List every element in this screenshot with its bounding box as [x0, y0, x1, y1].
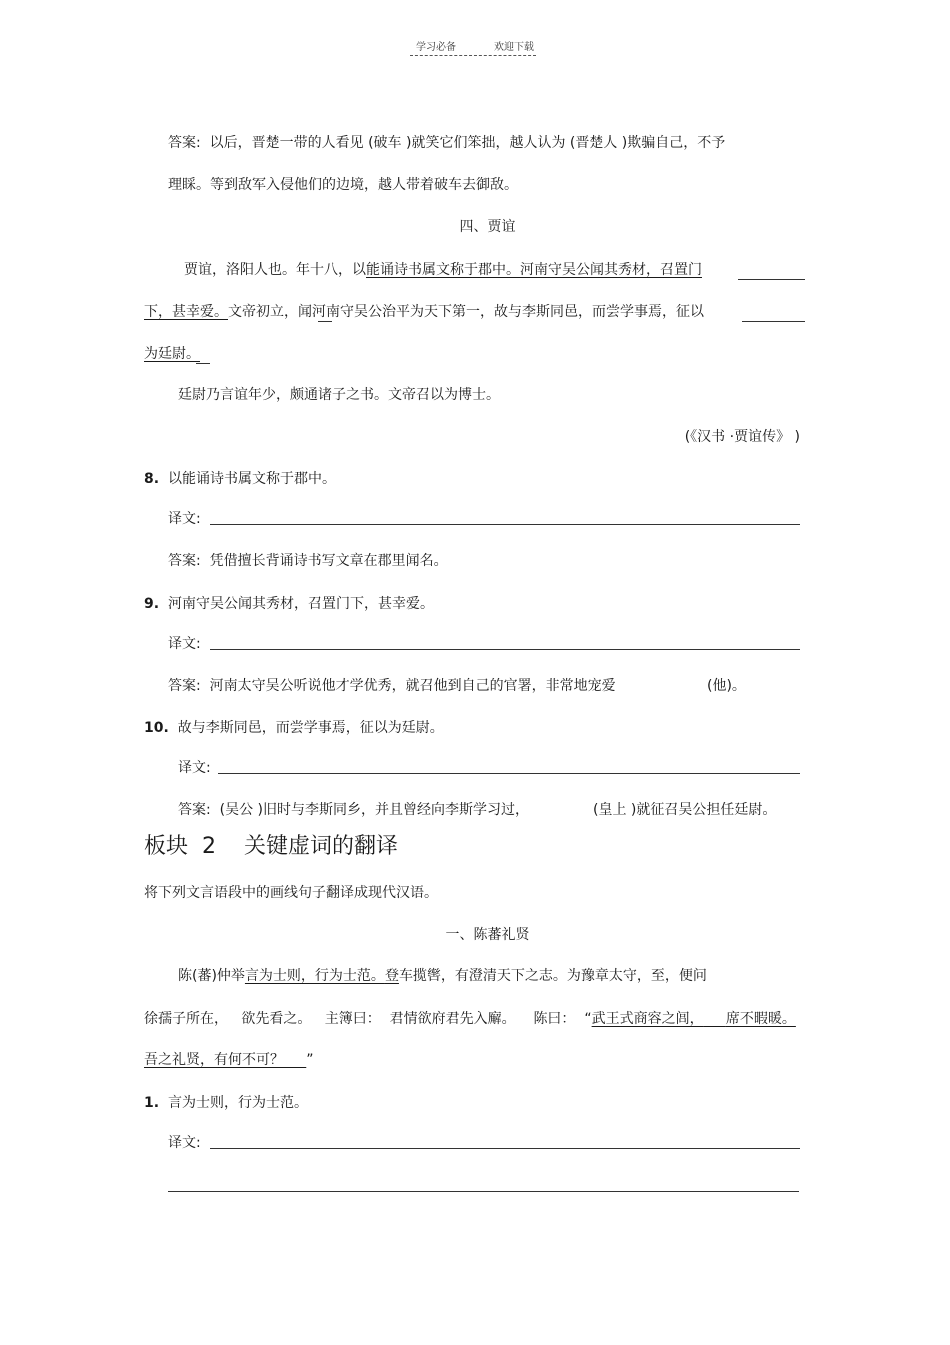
answer-blank-1a[interactable] — [210, 1148, 800, 1149]
question-8: 8. 以能诵诗书属文称于郡中。 — [144, 471, 336, 487]
translation-label-8: 译文: — [168, 511, 201, 527]
passage2-line-3: 吾之礼贤，有何不可？ ” — [144, 1052, 314, 1068]
answer-line-1: 答案: 以后，晋楚一带的人看见 (破车 )就笑它们笨拙，越人认为 (晋楚人 )欺骗自己，不予 — [168, 135, 726, 151]
passage-line-1: 贾谊，洛阳人也。年十八，以能诵诗书属文称于郡中。河南守吴公闻其秀材，召置门 — [184, 262, 702, 278]
header-right: 欢迎下载 — [494, 42, 534, 53]
passage-line-4: 廷尉乃言谊年少，颇通诸子之书。文帝召以为博士。 — [178, 387, 500, 403]
answer-9-tail: (他)。 — [707, 678, 746, 694]
source-citation: (《汉书 ·贾谊传》 ) — [684, 429, 800, 445]
answer-8: 答案: 凭借擅长背诵诗书写文章在郡里闻名。 — [168, 553, 448, 569]
section-title-jiayi: 四、贾谊 — [459, 219, 516, 235]
answer-blank-1b[interactable] — [168, 1191, 799, 1192]
passage2-line-1: 陈(蕃)仲举言为士则，行为士范。登车揽辔，有澄清天下之志。为豫章太守，至，便问 — [178, 968, 707, 984]
question-1: 1. 言为士则，行为士范。 — [144, 1095, 308, 1111]
underline-extension — [196, 363, 210, 364]
translation-label-10: 译文: — [178, 760, 211, 776]
underline-extension — [738, 279, 805, 280]
answer-blank-8[interactable] — [210, 524, 800, 525]
translation-label-9: 译文: — [168, 636, 201, 652]
answer-blank-10[interactable] — [218, 773, 800, 774]
passage-line-2: 下，甚幸爱。文帝初立，闻河南守吴公治平为天下第一，故与李斯同邑，而尝学事焉，征以 — [144, 304, 704, 320]
underline-extension — [318, 321, 332, 322]
question-9: 9. 河南守吴公闻其秀材，召置门下，甚幸爱。 — [144, 596, 434, 612]
header-left: 学习必备 — [416, 42, 456, 53]
block-2-heading: 板块 2 关键虚词的翻译 — [144, 834, 399, 859]
answer-10: 答案: (吴公 )旧时与李斯同乡，并且曾经向李斯学习过， — [178, 802, 529, 818]
passage-line-3: 为廷尉。 — [144, 346, 200, 362]
underline-extension — [742, 321, 805, 322]
question-10: 10. 故与李斯同邑，而尝学事焉，征以为廷尉。 — [144, 720, 444, 736]
answer-blank-9[interactable] — [210, 649, 800, 650]
header-divider — [410, 55, 536, 56]
answer-9: 答案: 河南太守吴公听说他才学优秀，就召他到自己的官署，非常地宠爱 — [168, 678, 616, 694]
answer-line-2: 理睬。等到敌军入侵他们的边境，越人带着破车去御敌。 — [168, 177, 518, 193]
passage2-line-2: 徐孺子所在， 欲先看之。 主簿曰： 君情欲府君先入廨。 陈曰： “武王式商容之闾， 席不暇暖。 — [144, 1011, 796, 1027]
translation-label-1: 译文: — [168, 1135, 201, 1151]
instruction: 将下列文言语段中的画线句子翻译成现代汉语。 — [144, 885, 438, 901]
section-title-chenfan: 一、陈蕃礼贤 — [445, 927, 530, 943]
answer-10-tail: (皇上 )就征召吴公担任廷尉。 — [593, 802, 777, 818]
